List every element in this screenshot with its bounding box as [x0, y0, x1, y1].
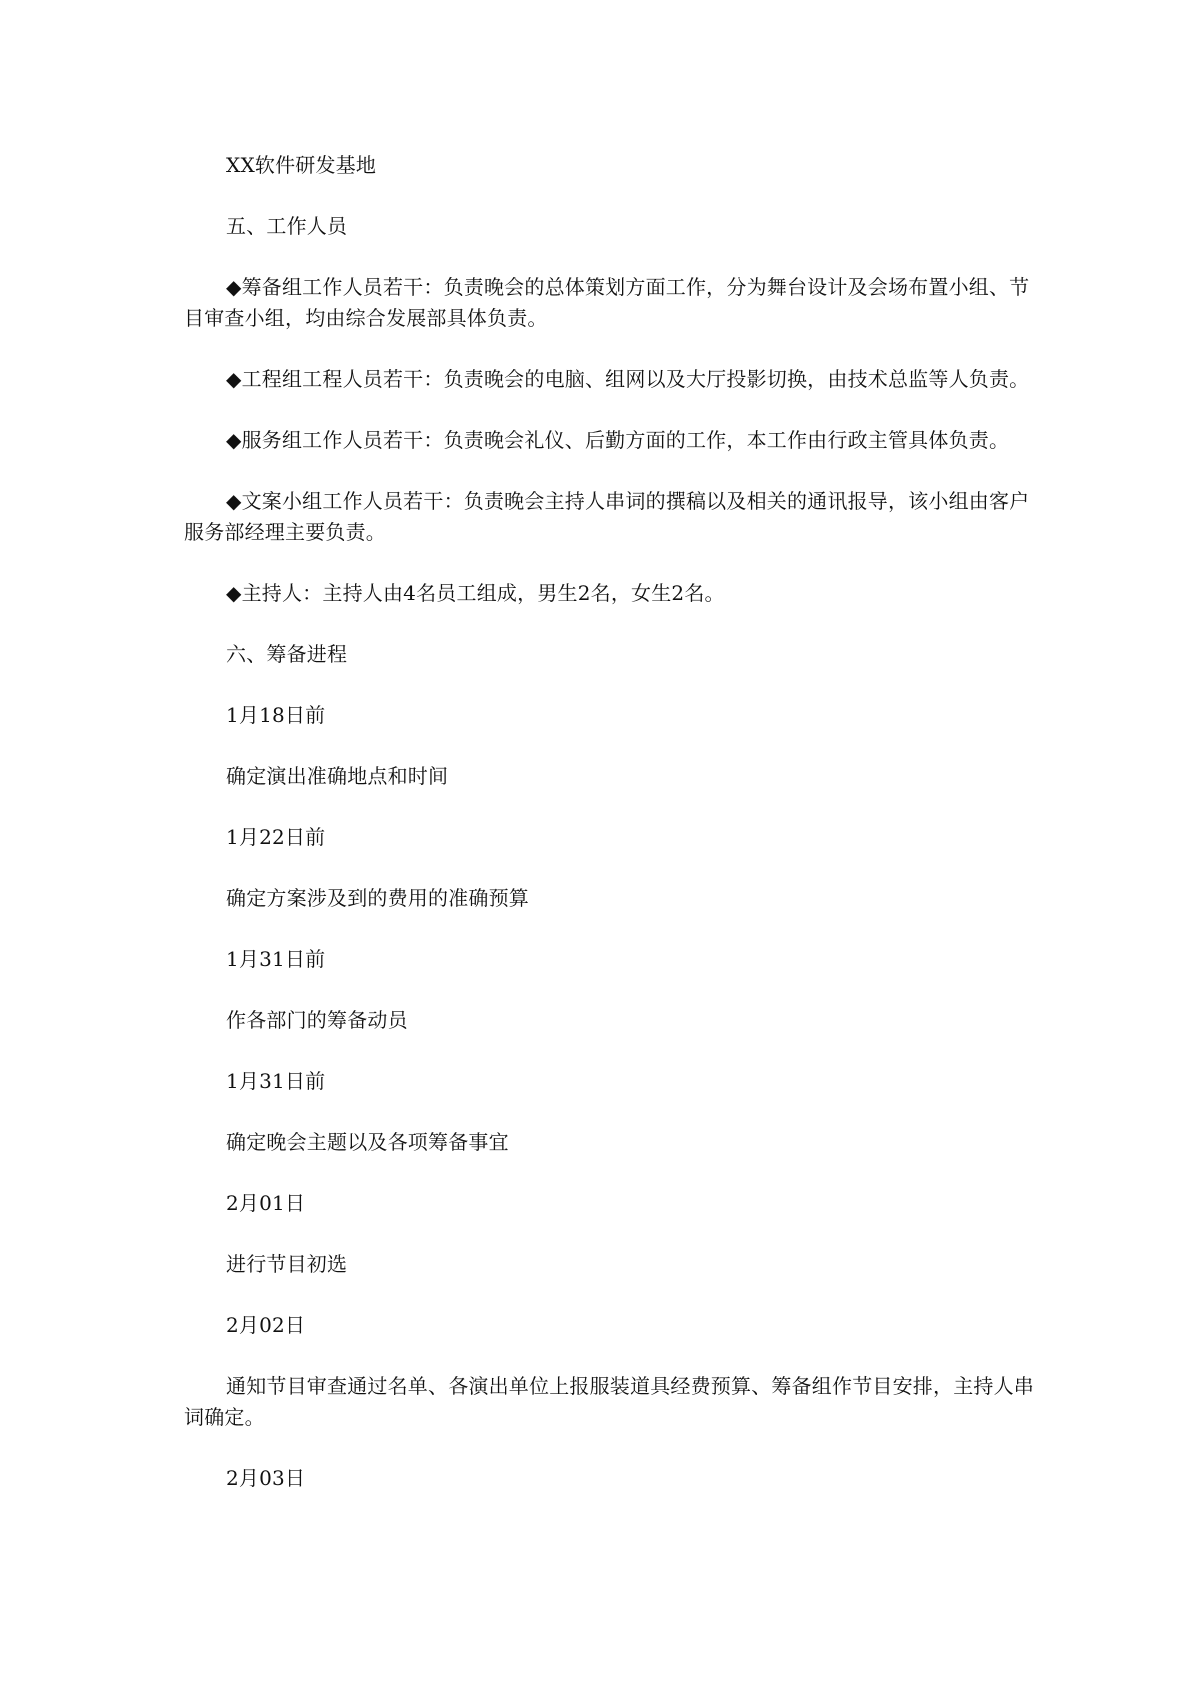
section-heading-staff: 五、工作人员 — [226, 214, 348, 238]
schedule-date: 1月22日前 — [226, 825, 326, 849]
staff-item-engineering: ◆工程组工程人员若干：负责晚会的电脑、组网以及大厅投影切换，由技术总监等人负责。 — [226, 367, 1030, 391]
staff-item-copywriting: ◆文案小组工作人员若干：负责晚会主持人串词的撰稿以及相关的通讯报导，该小组由客户服务部经理主要负责。 — [184, 489, 1030, 544]
schedule-task: 进行节目初选 — [226, 1252, 348, 1276]
schedule-task: 确定演出准确地点和时间 — [226, 764, 449, 788]
schedule-date: 2月02日 — [226, 1313, 306, 1337]
schedule-date: 1月31日前 — [226, 1069, 326, 1093]
schedule-date: 1月31日前 — [226, 947, 326, 971]
schedule-task: 作各部门的筹备动员 — [226, 1008, 408, 1032]
location-line: XX软件研发基地 — [226, 153, 377, 177]
section-heading-schedule: 六、筹备进程 — [226, 642, 348, 666]
schedule-task: 确定晚会主题以及各项筹备事宜 — [226, 1130, 509, 1154]
schedule-date: 2月03日 — [226, 1466, 306, 1490]
staff-item-hosts: ◆主持人：主持人由4名员工组成，男生2名，女生2名。 — [226, 581, 725, 605]
schedule-date: 1月18日前 — [226, 703, 326, 727]
document-body — [184, 150, 1034, 1524]
staff-item-service: ◆服务组工作人员若干：负责晚会礼仪、后勤方面的工作，本工作由行政主管具体负责。 — [226, 428, 1010, 452]
staff-item-preparation: ◆筹备组工作人员若干：负责晚会的总体策划方面工作，分为舞台设计及会场布置小组、节目审查小组，均由综合发展部具体负责。 — [184, 275, 1030, 330]
schedule-task: 通知节目审查通过名单、各演出单位上报服装道具经费预算、筹备组作节目安排，主持人串词确定。 — [184, 1374, 1034, 1429]
schedule-task: 确定方案涉及到的费用的准确预算 — [226, 886, 529, 910]
schedule-date: 2月01日 — [226, 1191, 306, 1215]
